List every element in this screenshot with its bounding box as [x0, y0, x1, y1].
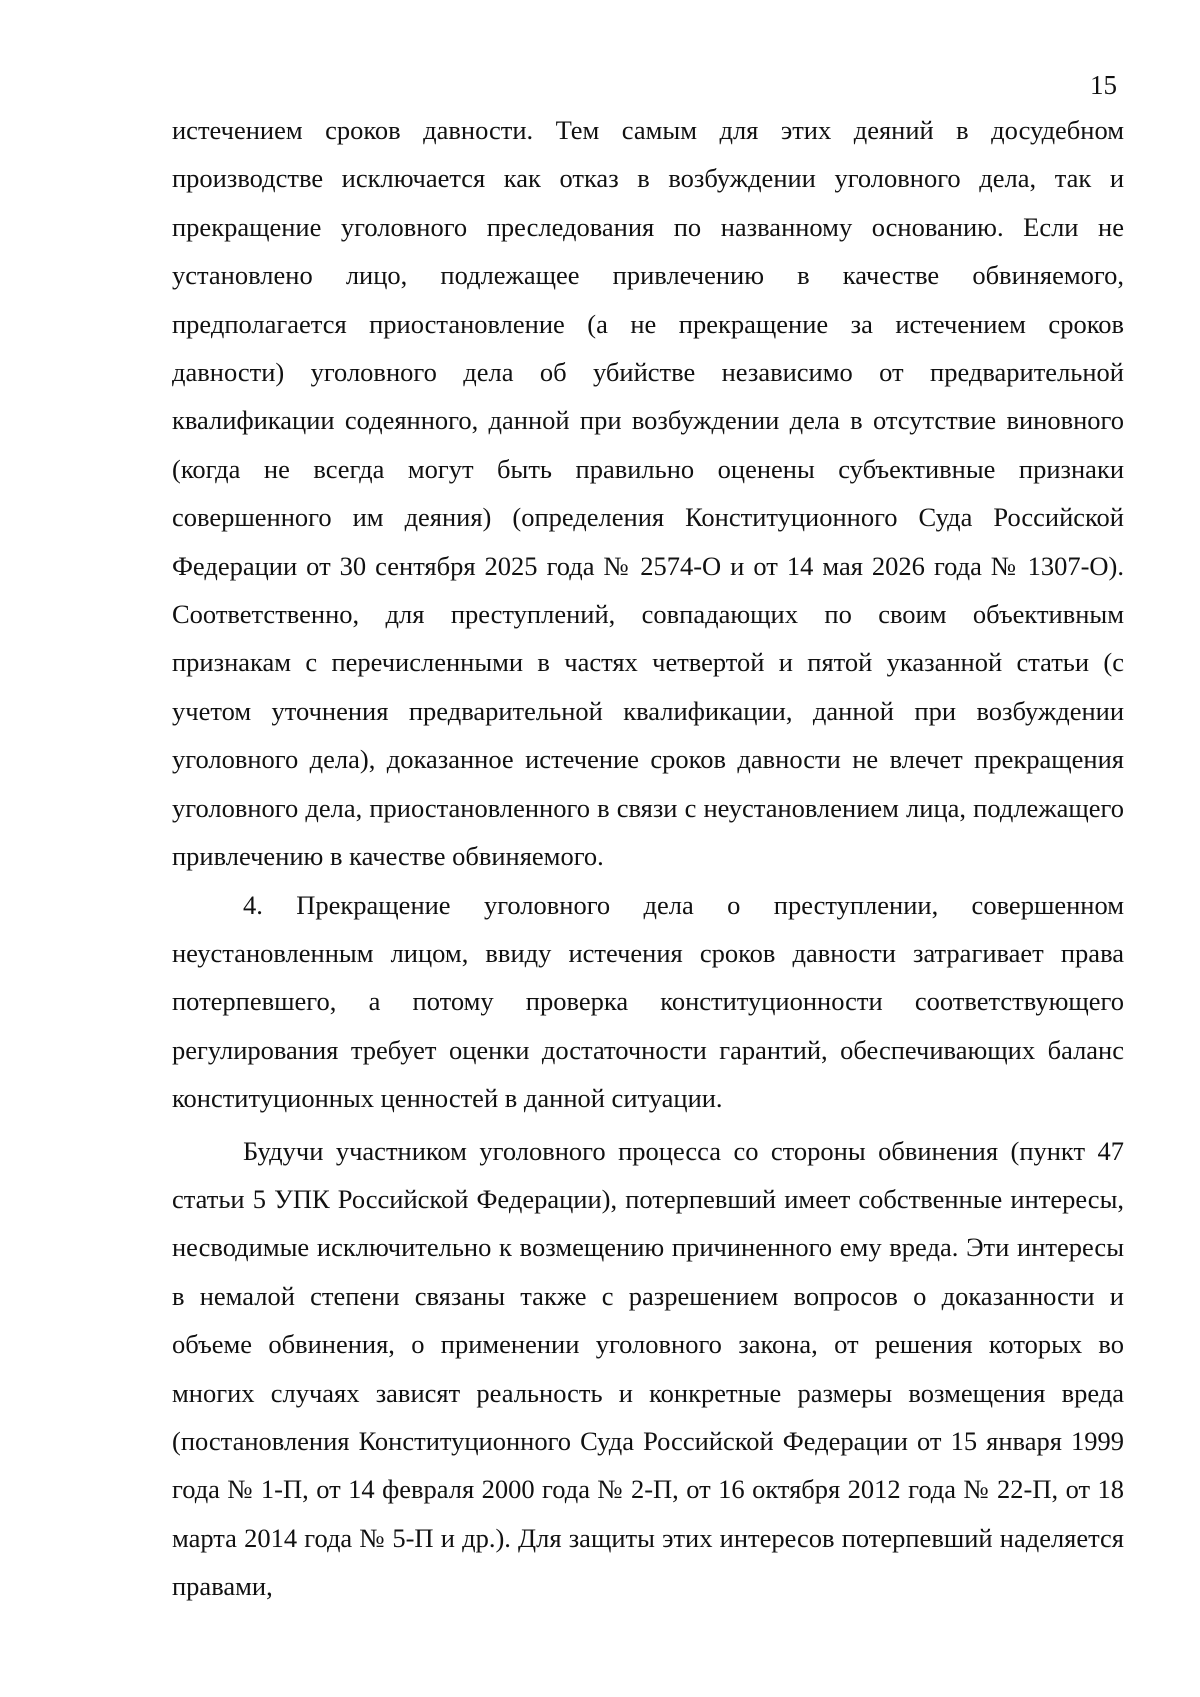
- page-number: 15: [1090, 70, 1117, 100]
- paragraph-victim-interests: Будучи участником уголовного процесса со стороны обвинения (пункт 47 статьи 5 УПК Российской Федерации), потерпевший имеет собственные интересы, несводимые исключительно к возмещению причиненного ему вреда. Эти интересы в немалой степени связаны также с разрешением вопросов о доказанности и объеме обвинения, о применении уголовного закона, от решения которых во многих случаях зависят реальность и конкретные размеры возмещения вреда (постановления Конституционного Суда Российской Федерации от 15 января 1999 года № 1-П, от 14 февраля 2000 года № 2-П, от 16 октября 2012 года № 22-П, от 18 марта 2014 года № 5-П и др.). Для защиты этих интересов потерпевший наделяется правами,: [172, 1135, 1124, 1602]
- paragraph-section-4: 4. Прекращение уголовного дела о преступлении, совершенном неустановленным лицом, ввиду истечения сроков давности затрагивает права потерпевшего, а потому проверка конституционности соответствующего регулирования требует оценки достаточности гарантий, обеспечивающих баланс конституционных ценностей в данной ситуации.: [172, 889, 1124, 1114]
- document-body: [172, 106, 1124, 1611]
- paragraph-continuation: истечением сроков давности. Тем самым для этих деяний в досудебном производстве исключается как отказ в возбуждении уголовного дела, так и прекращение уголовного преследования по названному основанию. Если не установлено лицо, подлежащее привлечению в качестве обвиняемого, предполагается приостановление (а не прекращение за истечением сроков давности) уголовного дела об убийстве независимо от предварительной квалификации содеянного, данной при возбуждении дела в отсутствие виновного (когда не всегда могут быть правильно оценены субъективные признаки совершенного им деяния) (определения Конституционного Суда Российской Федерации от 30 сентября 2025 года № 2574-О и от 14 мая 2026 года № 1307-О). Соответственно, для преступлений, совпадающих по своим объективным признакам с перечисленными в частях четвертой и пятой указанной статьи (с учетом уточнения предварительной квалификации, данной при возбуждении уголовного дела), доказанное истечение сроков давности не влечет прекращения уголовного дела, приостановленного в связи с неустановлением лица, подлежащего привлечению в качестве обвиняемого.: [172, 115, 1124, 872]
